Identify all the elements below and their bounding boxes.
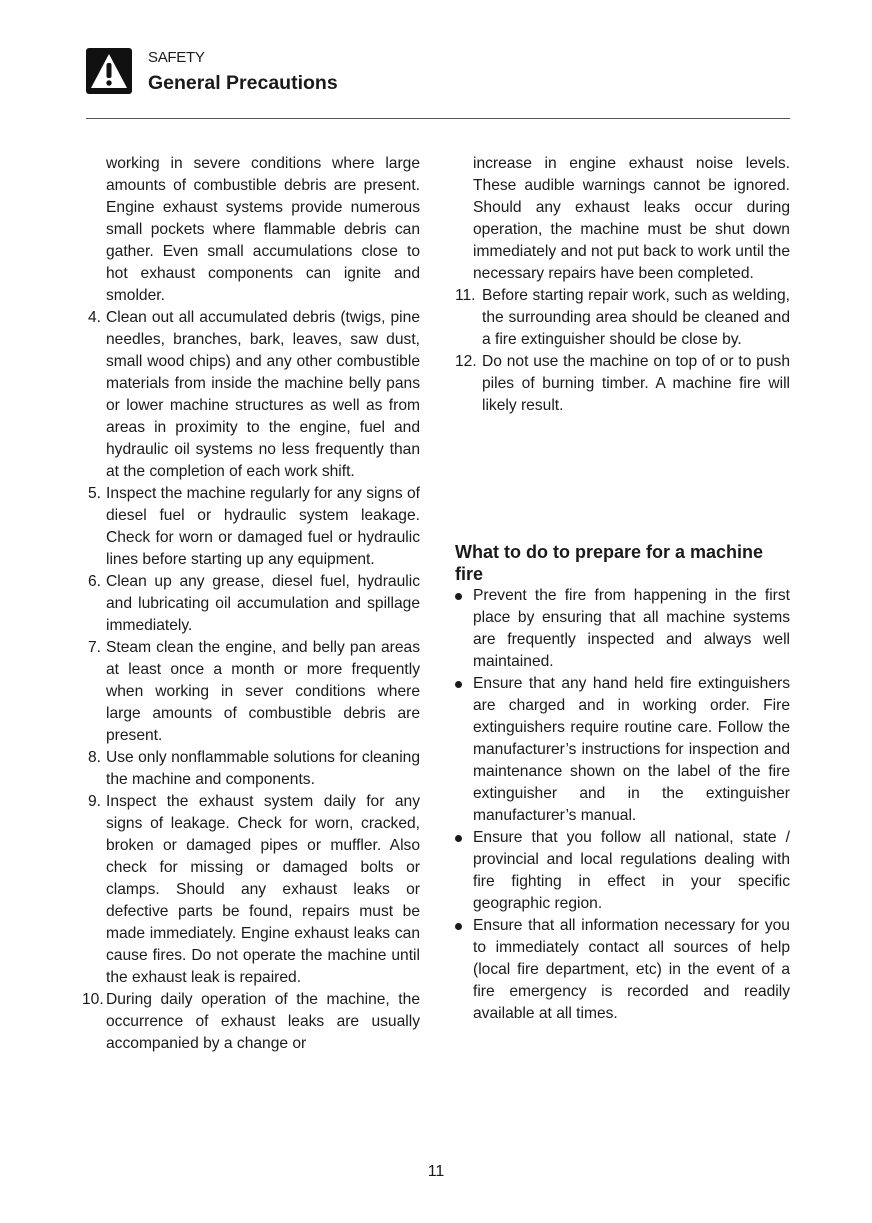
item-number: 10. [82, 991, 104, 1008]
item-text: Steam clean the engine, and belly pan areas at least once a month or more frequently when working in sever conditions where large amounts of combustible debris are present. [106, 639, 420, 744]
bullet-icon [455, 915, 473, 1025]
item-number: 8. [88, 749, 102, 766]
list-item [88, 747, 420, 791]
intro-paragraph: increase in engine exhaust noise levels. These audible warnings cannot be ignored. Should any exhaust leaks occur during operation, the machine must be shut down immediately and not put back to work until the necessary repairs have been completed. [473, 155, 790, 282]
item-number: 4. [88, 309, 102, 326]
item-text: During daily operation of the machine, the occurrence of exhaust leaks are usually accompanied by a change or [106, 991, 420, 1052]
item-number: 9. [88, 793, 102, 810]
item-number: 5. [88, 485, 102, 502]
bullet-text: Prevent the fire from happening in the first place by ensuring that all machine systems are frequently inspected and always well maintained. [473, 587, 790, 670]
item-number: 12. [455, 353, 477, 370]
intro-paragraph: working in severe conditions where large amounts of combustible debris are present. Engine exhaust systems provide numerous small pockets where flammable debris can gather. Even small accumulations close to hot exhaust components can ignite and smolder. [106, 155, 420, 304]
list-item [455, 285, 790, 351]
list-item [88, 637, 420, 747]
left-column [82, 153, 420, 1055]
list-item [88, 483, 420, 571]
item-text: Before starting repair work, such as welding, the surrounding area should be cleaned and a fire extinguisher should be close by. [482, 287, 790, 348]
item-text: Inspect the exhaust system daily for any signs of leakage. Check for worn, cracked, broken or damaged pipes or muffler. Also check for missing or damaged bolts or clamps. Should any exhaust leaks or defective parts be found, repairs must be made immediately. Engine exhaust leaks can cause fires. Do not operate the machine until the exhaust leak is repaired. [106, 793, 420, 986]
item-number: 6. [88, 573, 102, 590]
warning-icon [86, 48, 132, 94]
bullet-icon [455, 673, 473, 827]
item-text: Use only nonflammable solutions for cleaning the machine and components. [106, 749, 420, 788]
right-column [455, 153, 790, 1025]
bullet-item [455, 585, 790, 673]
page-number: 11 [427, 1163, 445, 1180]
bullet-icon [455, 585, 473, 673]
item-text: Do not use the machine on top of or to push piles of burning timber. A machine fire will likely result. [482, 353, 790, 414]
list-item [88, 571, 420, 637]
bullet-text: Ensure that any hand held fire extinguishers are charged and in working order. Fire extinguishers require routine care. Follow the manufacturer’s instructions for inspection and maintenance shown on the label of the fire extinguisher and in the extinguisher manufacturer’s manual. [473, 675, 790, 824]
item-number: 7. [88, 639, 102, 656]
list-item [82, 989, 420, 1055]
header-divider [86, 118, 790, 119]
section-label: SAFETY [148, 49, 205, 66]
list-item [455, 351, 790, 417]
item-text: Clean up any grease, diesel fuel, hydraulic and lubricating oil accumulation and spillage immediately. [106, 573, 420, 634]
item-number: 11. [455, 287, 476, 304]
list-item [88, 307, 420, 483]
bullet-text: Ensure that all information necessary for you to immediately contact all sources of help (local fire department, etc) in the event of a fire emergency is recorded and readily available at all times. [473, 917, 790, 1022]
bullet-item [455, 673, 790, 827]
page-title: General Precautions [148, 72, 338, 94]
section-heading: What to do to prepare for a machine fire [455, 542, 764, 584]
bullet-text: Ensure that you follow all national, state / provincial and local regulations dealing with fire fighting in effect in your specific geographic region. [473, 829, 790, 912]
item-text: Clean out all accumulated debris (twigs, pine needles, branches, bark, leaves, saw dust, small wood chips) and any other combustible materials from inside the machine belly pans or lower machine structures as well as from areas in proximity to the engine, fuel and hydraulic oil systems no less frequently than at the completion of each work shift. [106, 309, 420, 480]
bullet-item [455, 915, 790, 1025]
item-text: Inspect the machine regularly for any signs of diesel fuel or hydraulic system leakage. Check for worn or damaged fuel or hydraulic lines before starting up any equipment. [106, 485, 420, 568]
bullet-item [455, 827, 790, 915]
bullet-icon [455, 827, 473, 915]
list-item [88, 791, 420, 989]
